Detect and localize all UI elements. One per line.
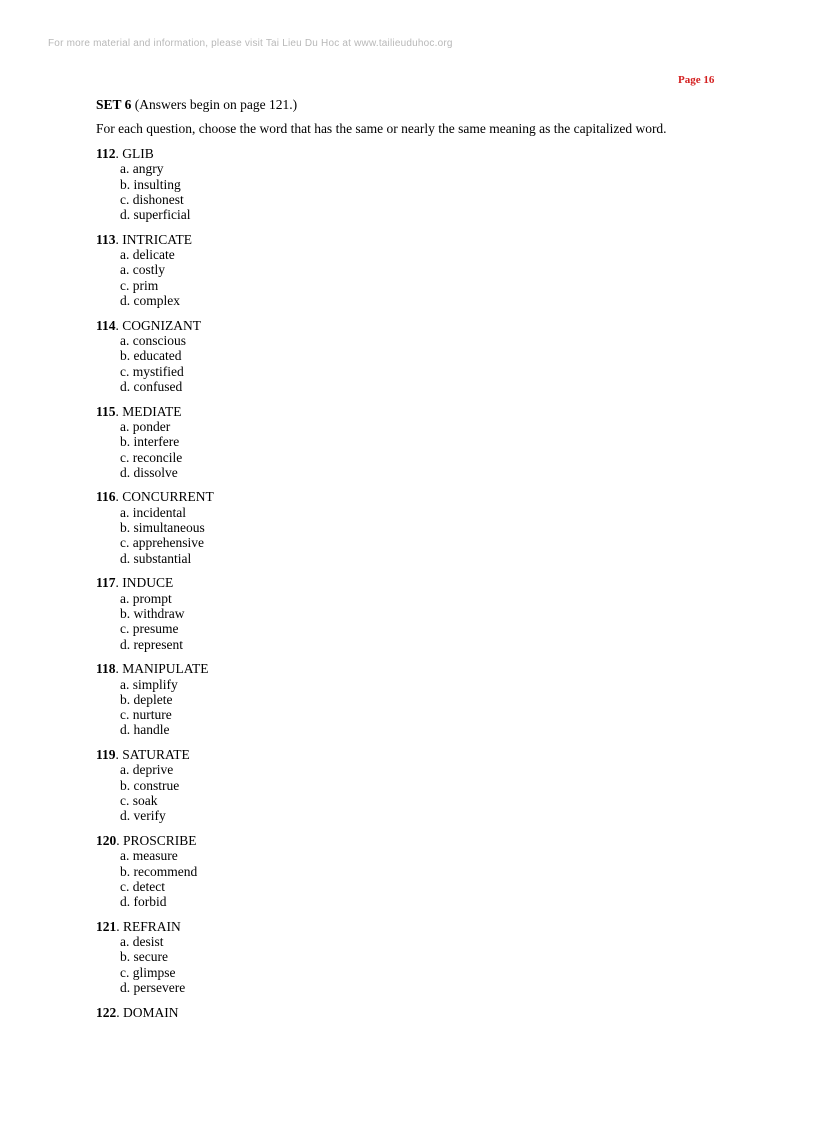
answer-option: a. angry bbox=[120, 161, 164, 177]
question-heading bbox=[96, 1005, 696, 1020]
answer-option: a. measure bbox=[120, 848, 178, 864]
option-list bbox=[96, 591, 696, 652]
answer-option: a. simplify bbox=[120, 676, 178, 692]
question-number: 120 bbox=[96, 832, 117, 848]
answer-option: b. recommend bbox=[120, 863, 198, 879]
answer-option: a. incidental bbox=[120, 504, 186, 520]
option-list bbox=[96, 333, 696, 394]
question-number: 117 bbox=[96, 575, 116, 591]
question-item bbox=[96, 747, 696, 823]
answer-option: c. glimpse bbox=[120, 964, 176, 980]
answer-option: a. prompt bbox=[120, 590, 172, 606]
answer-option: d. substantial bbox=[120, 550, 192, 566]
answer-option: b. secure bbox=[120, 949, 168, 965]
question-number: 121 bbox=[96, 918, 117, 934]
answer-option: a. costly bbox=[120, 262, 165, 278]
answer-option: c. prim bbox=[120, 277, 159, 293]
question-word: . GLIB bbox=[115, 145, 154, 161]
answer-option: b. deplete bbox=[120, 691, 173, 707]
question-item bbox=[96, 833, 696, 909]
question-heading bbox=[96, 919, 696, 934]
document-body bbox=[96, 97, 696, 1020]
answer-option: d. forbid bbox=[120, 894, 167, 910]
option-list bbox=[96, 934, 696, 995]
question-word: . INDUCE bbox=[115, 575, 174, 591]
set-note: (Answers begin on page 121.) bbox=[131, 97, 298, 112]
question-word: . MANIPULATE bbox=[115, 661, 209, 677]
answer-option: a. ponder bbox=[120, 418, 171, 434]
answer-option: b. withdraw bbox=[120, 605, 185, 621]
question-heading bbox=[96, 232, 696, 247]
answer-option: a. conscious bbox=[120, 333, 186, 349]
question-item bbox=[96, 575, 696, 651]
set-heading bbox=[96, 97, 696, 112]
watermark-text: For more material and information, please visit Tai Lieu Du Hoc at www.tailieuduhoc.org bbox=[48, 38, 453, 49]
question-number: 113 bbox=[96, 231, 116, 247]
option-list bbox=[96, 419, 696, 480]
answer-option: c. presume bbox=[120, 621, 179, 637]
question-item bbox=[96, 232, 696, 308]
question-number: 114 bbox=[96, 317, 116, 333]
question-number: 112 bbox=[96, 145, 116, 161]
option-list bbox=[96, 247, 696, 308]
question-item bbox=[96, 489, 696, 565]
answer-option: a. desist bbox=[120, 934, 164, 950]
answer-option: d. handle bbox=[120, 722, 170, 738]
answer-option: c. soak bbox=[120, 793, 158, 808]
page-number: Page 16 bbox=[678, 74, 715, 86]
option-list bbox=[96, 677, 696, 738]
answer-option: c. reconcile bbox=[120, 449, 183, 465]
question-number: 118 bbox=[96, 661, 116, 677]
answer-option: b. interfere bbox=[120, 434, 180, 450]
question-heading bbox=[96, 747, 696, 762]
option-list bbox=[96, 161, 696, 222]
answer-option: d. represent bbox=[120, 636, 183, 652]
question-item bbox=[96, 146, 696, 222]
question-number: 122 bbox=[96, 1004, 117, 1020]
answer-option: a. delicate bbox=[120, 247, 175, 263]
answer-option: d. verify bbox=[120, 808, 166, 824]
instructions: For each question, choose the word that has the same or nearly the same meaning as the capitalized word. bbox=[96, 121, 667, 137]
answer-option: c. mystified bbox=[120, 363, 184, 379]
answer-option: c. nurture bbox=[120, 707, 172, 723]
question-item bbox=[96, 661, 696, 737]
answer-option: c. dishonest bbox=[120, 191, 184, 207]
set-title: SET 6 bbox=[96, 97, 132, 112]
question-heading bbox=[96, 404, 696, 419]
question-list bbox=[96, 146, 696, 1020]
option-list bbox=[96, 505, 696, 566]
question-word: . PROSCRIBE bbox=[116, 832, 197, 848]
question-heading bbox=[96, 489, 696, 504]
question-heading bbox=[96, 575, 696, 590]
answer-option: c. detect bbox=[120, 878, 165, 894]
question-word: . COGNIZANT bbox=[115, 317, 202, 333]
answer-option: d. persevere bbox=[120, 980, 186, 996]
question-word: . MEDIATE bbox=[115, 403, 182, 419]
answer-option: b. educated bbox=[120, 348, 182, 364]
answer-option: b. simultaneous bbox=[120, 520, 205, 536]
answer-option: d. superficial bbox=[120, 207, 191, 223]
answer-option: b. insulting bbox=[120, 176, 181, 192]
answer-option: a. deprive bbox=[120, 762, 174, 778]
question-word: . SATURATE bbox=[115, 747, 190, 763]
answer-option: d. dissolve bbox=[120, 464, 178, 480]
question-word: . DOMAIN bbox=[116, 1004, 179, 1020]
question-item bbox=[96, 919, 696, 995]
question-word: . REFRAIN bbox=[116, 918, 181, 934]
question-item bbox=[96, 404, 696, 480]
question-item bbox=[96, 318, 696, 394]
question-heading bbox=[96, 661, 696, 676]
question-heading bbox=[96, 146, 696, 161]
question-heading bbox=[96, 833, 696, 848]
question-heading bbox=[96, 318, 696, 333]
answer-option: b. construe bbox=[120, 777, 180, 793]
question-number: 119 bbox=[96, 747, 116, 763]
question-number: 115 bbox=[96, 403, 116, 419]
option-list bbox=[96, 762, 696, 823]
answer-option: d. complex bbox=[120, 293, 180, 309]
answer-option: d. confused bbox=[120, 378, 183, 394]
question-number: 116 bbox=[96, 489, 116, 505]
question-item bbox=[96, 1005, 696, 1020]
question-word: . INTRICATE bbox=[115, 231, 193, 247]
answer-option: c. apprehensive bbox=[120, 535, 204, 551]
question-word: . CONCURRENT bbox=[115, 489, 214, 505]
option-list bbox=[96, 848, 696, 909]
